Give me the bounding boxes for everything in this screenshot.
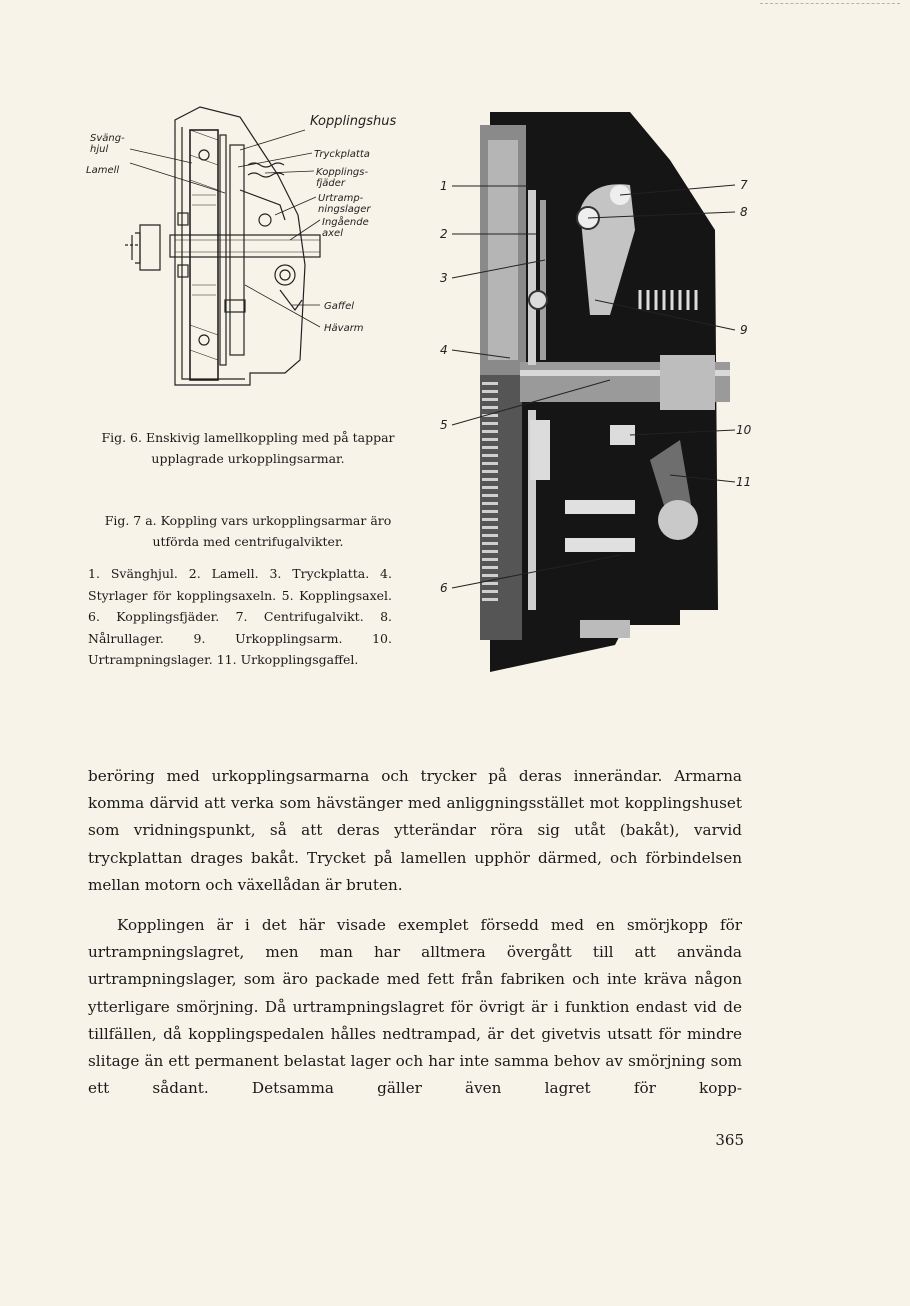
figure-7a-photo [430,100,760,680]
label-line: Urtramp- [318,193,364,204]
figure-7-legend: 1. Svänghjul. 2. Lamell. 3. Tryckplatta. 4. Styrlager för kopplingsaxeln. 5. Kopplingsaxel. 6. Kopplingsfjäder. 7. Centrifugalvikt. 8. Nålrullager. 9. Urkopplingsarm. 10. Urtrampningslager. 11. Urkopplingsgaffel. [88,566,392,667]
label-havarm: Hävarm [324,323,364,334]
clutch-cutaway-photo [430,100,760,680]
body-text [88,763,742,1102]
label-kopplingshus: Kopplingshus [310,114,397,129]
label-line: Kopplings- [316,167,369,178]
clutch-section-drawing [80,95,420,400]
label-lamell: Lamell [86,165,120,176]
figure-6-drawing [80,95,420,400]
edge-mark [760,3,900,5]
callout-5: 5 [440,418,448,432]
callout-1: 1 [440,179,448,193]
figure-7-caption: Fig. 7 a. Koppling vars urkopplingsarmar äro utförda med centrifugalvikter. [104,513,392,549]
label-ingaende-axel [322,215,369,239]
label-urtrampningslager [318,193,371,215]
callout-2: 2 [440,227,448,241]
label-tryckplatta: Tryckplatta [314,149,370,160]
label-line: axel [322,228,343,239]
paragraph-1: beröring med urkopplingsarmarna och trycker på deras innerändar. Armarna komma därvid att verka som hävstänger med anliggningsstället mot kopplingshuset som vridningspunkt, så att deras ytterändar röra sig utåt (bakåt), varvid tryckplattan drages bakåt. Trycket på lamellen upphör därmed, och förbindelsen mellan motorn och växellådan är bruten. [88,767,742,894]
label-kopplingsfjader [316,167,368,189]
callout-11: 11 [736,475,752,489]
figure-6-caption: Fig. 6. Enskivig lamellkoppling med på tappar upplagrade urkopplingsarmar. [101,430,395,466]
callout-7: 7 [740,178,748,192]
label-line: hjul [90,144,109,155]
callout-3: 3 [440,271,448,285]
label-svanghjul [90,133,125,155]
callout-9: 9 [740,323,748,337]
paragraph-2: Kopplingen är i det här visade exemplet försedd med en smörjkopp för urtrampningslagret, men man har alltmera övergått till att använda urtrampningslager, som äro packade med fett från fabriken och inte kräva någon ytterligare smörjning. Då urtrampningslagret för övrigt är i funktion endast vid de tillfällen, då kopplingspedalen hålles nedtrampad, är det givetvis utsatt för mindre slitage än ett permanent belastat lager och har inte samma behov av smörjning som ett sådant. Detsamma gäller även lagret för kopp- [88,916,742,1098]
label-line: Ingående [322,217,369,228]
label-gaffel: Gaffel [324,301,355,312]
callout-4: 4 [440,343,448,357]
callout-8: 8 [740,205,748,219]
callout-10: 10 [736,423,752,437]
page-number: 365 [715,1131,744,1149]
label-line: Sväng- [90,133,125,144]
label-line: fjäder [316,178,346,189]
callout-6: 6 [440,581,448,595]
label-line: ningslager [318,204,371,215]
